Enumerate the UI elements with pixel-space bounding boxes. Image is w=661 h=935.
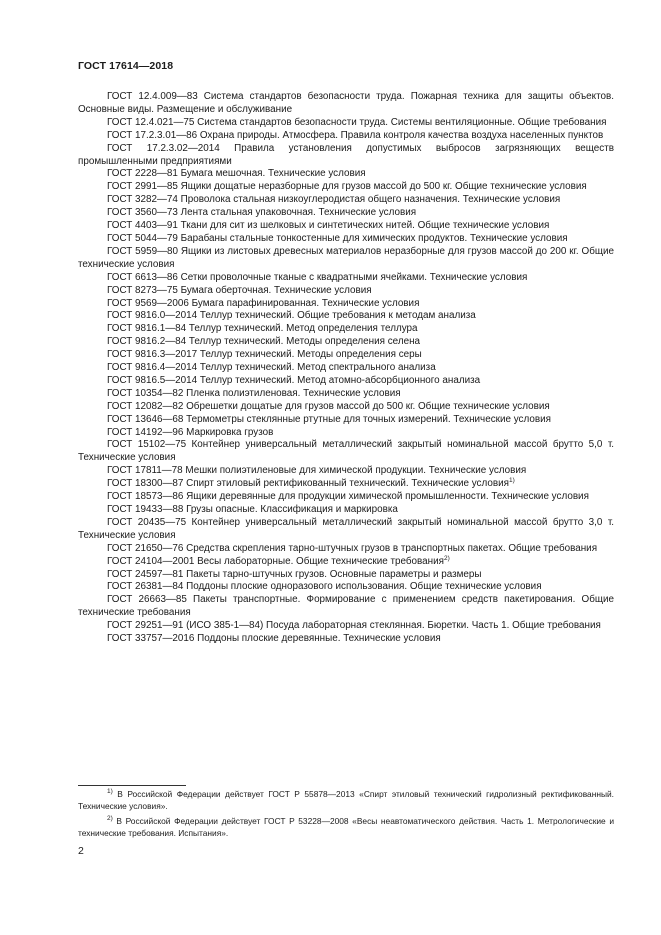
footnote-marker: 2) xyxy=(444,554,450,562)
reference-item: ГОСТ 9816.1—84 Теллур технический. Метод определения теллура xyxy=(107,323,418,335)
reference-item: ГОСТ 17811—78 Мешки полиэтиленовые для химической продукции. Технические условия xyxy=(107,465,527,477)
footnote-separator xyxy=(78,785,186,786)
reference-item: ГОСТ 26663—85 Пакеты транспортные. Формирование с применением средств пакетирования. Общие технические требования xyxy=(78,594,614,619)
reference-item: ГОСТ 18300—87 Спирт этиловый ректификованный технический. Технические условия$^{1)}$ xyxy=(107,477,515,490)
reference-item: ГОСТ 29251—91 (ИСО 385-1—84) Посуда лабораторная стеклянная. Бюретки. Часть 1. Общие требования xyxy=(107,620,601,632)
reference-item: ГОСТ 9816.3—2017 Теллур технический. Методы определения серы xyxy=(107,349,422,361)
reference-item: ГОСТ 12.4.009—83 Система стандартов безопасности труда. Пожарная техника для защиты объектов. Основные виды. Размещение и обслуживание xyxy=(78,91,614,115)
reference-item: ГОСТ 18573—86 Ящики деревянные для продукции химической промышленности. Технические условия xyxy=(107,491,589,503)
reference-item: ГОСТ 3282—74 Проволока стальная низкоуглеродистая общего назначения. Технические условия xyxy=(107,194,561,206)
reference-item: ГОСТ 17.2.3.01—86 Охрана природы. Атмосфера. Правила контроля качества воздуха населенных пунктов xyxy=(107,129,604,141)
reference-item: ГОСТ 24104—2001 Весы лабораторные. Общие технические требования$^{2)}$ xyxy=(107,554,450,567)
reference-item: ГОСТ 9816.5—2014 Теллур технический. Метод атомно-абсорбционного анализа xyxy=(107,374,481,386)
reference-item: ГОСТ 12.4.021—75 Система стандартов безопасности труда. Системы вентиляционные. Общие требования xyxy=(107,116,607,128)
reference-item: ГОСТ 6613—86 Сетки проволочные тканые с квадратными ячейками. Технические условия xyxy=(107,271,528,283)
footnote: $^{1)}$ В Российской Федерации действует ГОСТ Р 55878—2013 «Спирт этиловый технический гидролизный ректификованный. Технические условия». xyxy=(78,788,614,811)
reference-item: ГОСТ 10354—82 Пленка полиэтиленовая. Технические условия xyxy=(107,387,401,399)
reference-item: ГОСТ 9569—2006 Бумага парафинированная. Технические условия xyxy=(107,297,420,309)
reference-item: ГОСТ 15102—75 Контейнер универсальный металлический закрытый номинальной массой брутто 5,0 т. Технические условия xyxy=(78,439,614,464)
reference-item: ГОСТ 13646—68 Термометры стеклянные ртутные для точных измерений. Технические условия xyxy=(107,413,551,425)
reference-item: ГОСТ 8273—75 Бумага оберточная. Технические условия xyxy=(107,284,372,296)
reference-item: ГОСТ 19433—88 Грузы опасные. Классификация и маркировка xyxy=(107,504,398,515)
reference-item: ГОСТ 14192—96 Маркировка грузов xyxy=(107,426,274,438)
reference-item: ГОСТ 2991—85 Ящики дощатые неразборные для грузов массой до 500 кг. Общие технические условия xyxy=(107,181,587,193)
page-number: 2 xyxy=(78,845,84,857)
footnote-marker: 2) xyxy=(107,815,113,823)
reference-item: ГОСТ 5959—80 Ящики из листовых древесных материалов неразборные для грузов массой до 200 кг. Общие технические условия xyxy=(78,245,614,270)
reference-item: ГОСТ 17.2.3.02—2014 Правила установления допустимых выбросов загрязняющих веществ промышленными предприятиями xyxy=(78,142,614,167)
document-header: ГОСТ 17614—2018 xyxy=(78,60,174,72)
footnote-marker: 1) xyxy=(107,788,113,795)
footnote: $^{2)}$ В Российской Федерации действует ГОСТ Р 53228—2008 «Весы неавтоматического действия. Часть 1. Метрологические и технические требования. Испытания». xyxy=(78,815,614,838)
reference-item: ГОСТ 5044—79 Барабаны стальные тонкостенные для химических продуктов. Технические условия xyxy=(107,232,568,244)
reference-item: ГОСТ 4403—91 Ткани для сит из шелковых и синтетических нитей. Общие технические условия xyxy=(107,220,550,232)
reference-item: ГОСТ 26381—84 Поддоны плоские одноразового использования. Общие технические условия xyxy=(107,581,542,593)
reference-item: ГОСТ 3560—73 Лента стальная упаковочная. Технические условия xyxy=(107,207,417,219)
reference-item: ГОСТ 2228—81 Бумага мешочная. Технические условия xyxy=(107,168,366,180)
reference-item: ГОСТ 21650—76 Средства скрепления тарно-штучных грузов в транспортных пакетах. Общие требования xyxy=(107,542,598,554)
reference-item: ГОСТ 9816.4—2014 Теллур технический. Метод спектрального анализа xyxy=(107,362,436,374)
footnotes xyxy=(78,789,614,843)
footnote-marker: 1) xyxy=(508,477,515,485)
reference-item: ГОСТ 24597—81 Пакеты тарно-штучных грузов. Основные параметры и размеры xyxy=(107,568,482,580)
normative-references-list xyxy=(78,91,614,646)
reference-item: ГОСТ 9816.2—84 Теллур технический. Методы определения селена xyxy=(107,336,421,348)
reference-item: ГОСТ 20435—75 Контейнер универсальный металлический закрытый номинальной массой брутто 3,0 т. Технические условия xyxy=(78,516,614,541)
reference-item: ГОСТ 12082—82 Обрешетки дощатые для грузов массой до 500 кг. Общие технические условия xyxy=(107,400,550,412)
reference-item: ГОСТ 9816.0—2014 Теллур технический. Общие требования к методам анализа xyxy=(107,310,476,322)
reference-item: ГОСТ 33757—2016 Поддоны плоские деревянные. Технические условия xyxy=(107,633,441,645)
